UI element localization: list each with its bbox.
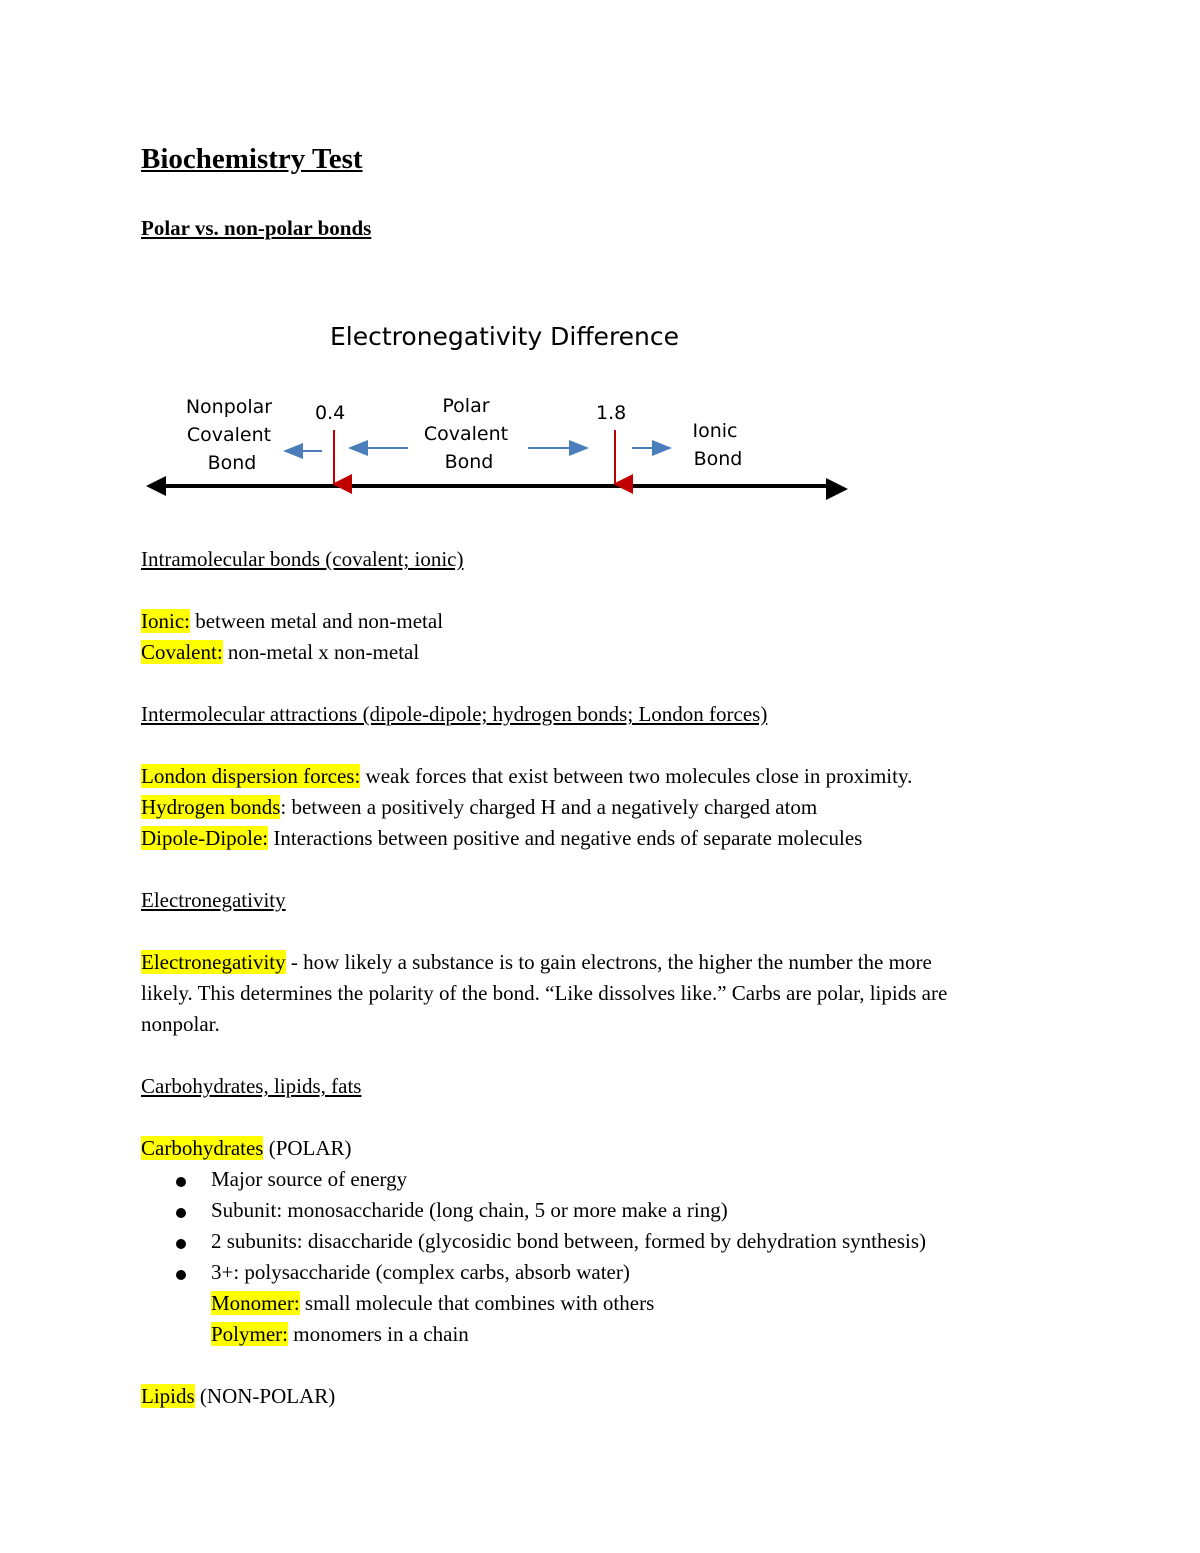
electronegativity-heading: Electronegativity <box>141 888 286 912</box>
ionic-definition: between metal and non-metal <box>189 609 444 633</box>
ionic-label <box>692 420 743 470</box>
electronegativity-term: Electronegativity <box>141 950 286 974</box>
london-definition: weak forces that exist between two molecules close in proximity. <box>360 764 913 788</box>
carb-polar: (POLAR) <box>263 1136 352 1160</box>
lipids-term: Lipids <box>141 1384 195 1408</box>
axis-left-arrowhead <box>146 476 166 496</box>
bullet-dot <box>176 1177 186 1187</box>
polymer-definition: monomers in a chain <box>288 1322 469 1346</box>
hydrogen-term: Hydrogen bonds <box>141 795 281 819</box>
polar-label <box>424 395 514 473</box>
ionic-term: Ionic: <box>141 609 190 633</box>
dipole-term: Dipole-Dipole: <box>141 826 269 850</box>
monomer-term: Monomer: <box>211 1291 300 1315</box>
intermolecular-heading: Intermolecular attractions (dipole-dipole; hydrogen bonds; London forces) <box>141 702 768 726</box>
document-title: Biochemistry Test <box>141 143 363 175</box>
hydrogen-line <box>141 794 817 820</box>
carb-term: Carbohydrates <box>141 1136 264 1160</box>
carb-heading: Carbohydrates, lipids, fats <box>141 1074 362 1098</box>
electronegativity-diagram <box>140 315 860 510</box>
list-item: 3+: polysaccharide (complex carbs, absorb water) <box>211 1260 630 1284</box>
covalent-definition: non-metal x non-metal <box>222 640 420 664</box>
electronegativity-line2: likely. This determines the polarity of the bond. “Like dissolves like.” Carbs are polar, lipids are <box>141 981 948 1005</box>
london-line <box>141 763 912 789</box>
covalent-line <box>141 639 419 665</box>
carb-line <box>141 1135 352 1161</box>
lipids-line <box>141 1383 335 1409</box>
hydrogen-definition: : between a positively charged H and a negatively charged atom <box>280 795 818 819</box>
london-term: London dispersion forces: <box>141 764 361 788</box>
ionic-label-line1: Ionic <box>692 420 738 442</box>
dipole-definition: Interactions between positive and negative ends of separate molecules <box>268 826 863 850</box>
polymer-line <box>211 1321 469 1347</box>
covalent-term: Covalent: <box>141 640 223 664</box>
nonpolar-label <box>186 396 278 474</box>
ionic-label-line2: Bond <box>693 448 743 470</box>
ionic-line <box>141 608 443 634</box>
marker-0.4-label: 0.4 <box>315 402 346 424</box>
polar-label-line1: Polar <box>442 395 490 417</box>
dipole-line <box>141 825 862 851</box>
axis-right-arrowhead <box>826 478 848 500</box>
bullet-dot <box>176 1208 186 1218</box>
nonpolar-label-line3: Bond <box>207 452 257 474</box>
list-item: Subunit: monosaccharide (long chain, 5 or more make a ring) <box>211 1198 728 1222</box>
electronegativity-line3: nonpolar. <box>141 1012 220 1036</box>
bullet-dot <box>176 1270 186 1280</box>
monomer-line <box>211 1290 654 1316</box>
bullet-dot <box>176 1239 186 1249</box>
diagram-title: Electronegativity Difference <box>330 322 680 351</box>
list-item: 2 subunits: disaccharide (glycosidic bond between, formed by dehydration synthesis) <box>211 1229 927 1253</box>
monomer-definition: small molecule that combines with others <box>299 1291 655 1315</box>
marker-1.8-label: 1.8 <box>596 402 627 424</box>
list-item: Major source of energy <box>211 1167 408 1191</box>
nonpolar-label-line1: Nonpolar <box>185 396 273 418</box>
lipids-definition: (NON-POLAR) <box>194 1384 336 1408</box>
electronegativity-def-part1: - how likely a substance is to gain electrons, the higher the number the more <box>285 950 932 974</box>
section-subtitle: Polar vs. non-polar bonds <box>141 216 372 240</box>
polymer-term: Polymer: <box>211 1322 288 1346</box>
nonpolar-label-line2: Covalent <box>186 424 272 446</box>
polar-label-line3: Bond <box>444 451 494 473</box>
electronegativity-line1 <box>141 949 932 975</box>
intramolecular-heading: Intramolecular bonds (covalent; ionic) <box>141 547 464 571</box>
polar-label-line2: Covalent <box>423 423 509 445</box>
